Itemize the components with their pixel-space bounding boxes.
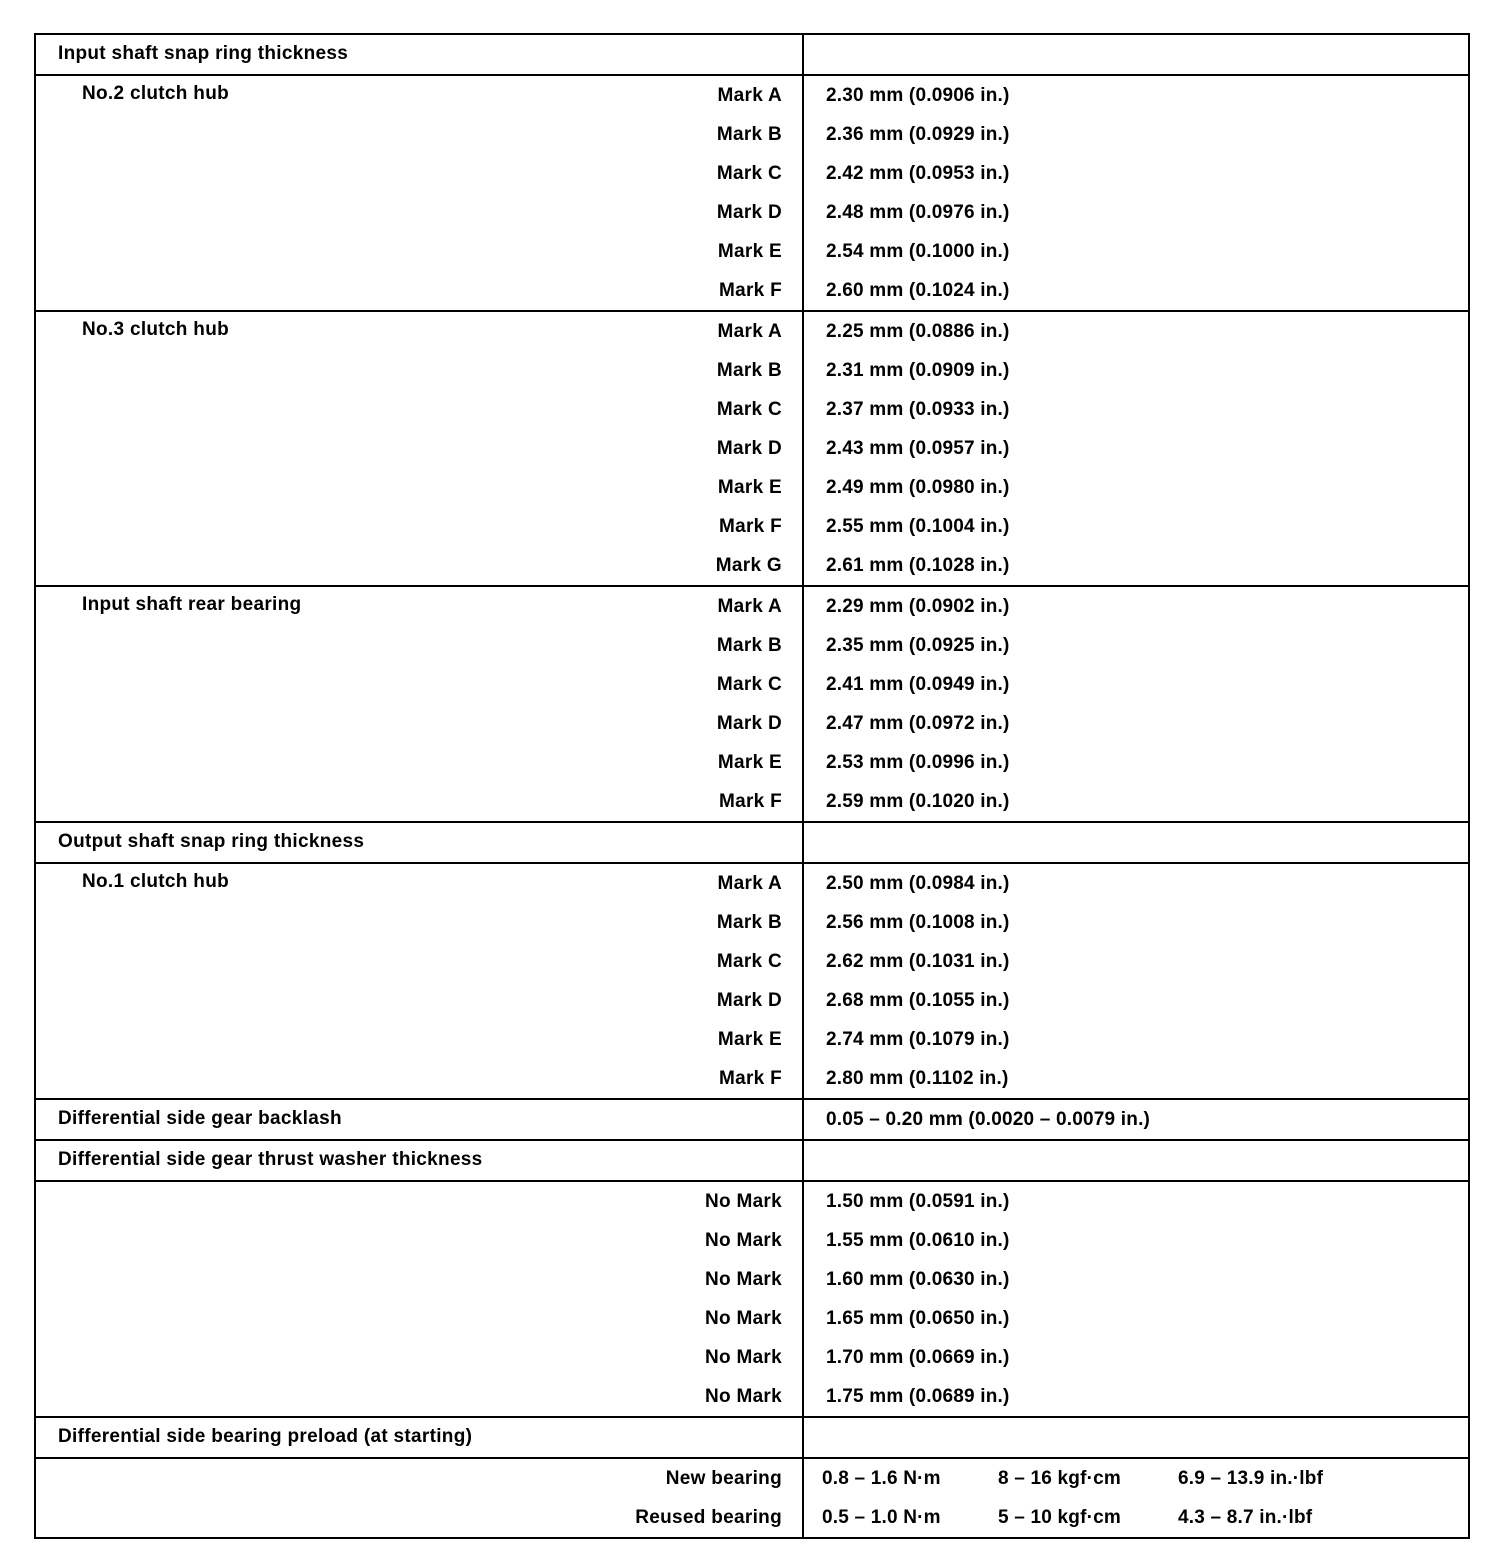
thickness-value: 1.55 mm (0.0610 in.): [826, 1230, 1010, 1251]
section-title: Input shaft snap ring thickness: [58, 43, 349, 64]
table-row: [36, 1059, 1468, 1098]
table-row: [36, 351, 1468, 390]
section-title: Differential side gear thrust washer thickness: [58, 1149, 483, 1170]
table-row: [36, 782, 1468, 821]
mark-label: Mark B: [716, 635, 782, 656]
backlash-value: 0.05 – 0.20 mm (0.0020 – 0.0079 in.): [826, 1109, 1151, 1130]
mark-label: Mark C: [716, 674, 782, 695]
thickness-value: 2.36 mm (0.0929 in.): [826, 124, 1010, 145]
thickness-value: 2.54 mm (0.1000 in.): [826, 241, 1010, 262]
thickness-value: 2.74 mm (0.1079 in.): [826, 1029, 1010, 1050]
table-row: [36, 76, 1468, 115]
thickness-value: 2.59 mm (0.1020 in.): [826, 791, 1010, 812]
table-row: [36, 271, 1468, 310]
mark-label: No Mark: [704, 1386, 782, 1407]
thickness-value: 2.48 mm (0.0976 in.): [826, 202, 1010, 223]
mark-label: Mark C: [716, 399, 782, 420]
thickness-value: 2.62 mm (0.1031 in.): [826, 951, 1010, 972]
table-row: [36, 115, 1468, 154]
thickness-value: 2.37 mm (0.0933 in.): [826, 399, 1010, 420]
mark-label: Mark G: [715, 555, 782, 576]
group-label: No.2 clutch hub: [82, 83, 229, 104]
thickness-value: 2.42 mm (0.0953 in.): [826, 163, 1010, 184]
mark-label: Mark E: [717, 1029, 782, 1050]
table-row: [36, 1377, 1468, 1416]
mark-label: Mark F: [718, 280, 782, 301]
mark-label: No Mark: [704, 1308, 782, 1329]
thickness-value: 2.53 mm (0.0996 in.): [826, 752, 1010, 773]
mark-label: Mark E: [717, 241, 782, 262]
mark-label: Mark C: [716, 163, 782, 184]
table-row: [36, 154, 1468, 193]
thickness-value: 2.41 mm (0.0949 in.): [826, 674, 1010, 695]
section-title: Differential side bearing preload (at starting): [58, 1426, 473, 1447]
section-title: Output shaft snap ring thickness: [58, 831, 365, 852]
bearing-type-label: New bearing: [665, 1468, 782, 1489]
thickness-value: 1.60 mm (0.0630 in.): [826, 1269, 1010, 1290]
preload-nm: 0.5 – 1.0 N·m: [822, 1507, 941, 1528]
mark-label: Mark F: [718, 791, 782, 812]
thickness-value: 2.25 mm (0.0886 in.): [826, 321, 1010, 342]
bearing-type-label: Reused bearing: [635, 1507, 782, 1528]
group-label: Input shaft rear bearing: [82, 594, 302, 615]
mark-label: Mark B: [716, 912, 782, 933]
table-row: [36, 1020, 1468, 1059]
input-shaft-snap-ring-header: [36, 35, 1468, 74]
mark-label: Mark A: [717, 873, 782, 894]
table-row: [36, 1459, 1468, 1498]
bearing-preload-group: [36, 1457, 1468, 1537]
table-row: [36, 665, 1468, 704]
output-shaft-snap-ring-header: [36, 821, 1468, 862]
thickness-value: 1.65 mm (0.0650 in.): [826, 1308, 1010, 1329]
table-row: [36, 468, 1468, 507]
table-row: [36, 864, 1468, 903]
thickness-value: 2.31 mm (0.0909 in.): [826, 360, 1010, 381]
mark-label: Mark F: [718, 516, 782, 537]
mark-label: Mark D: [716, 990, 782, 1011]
thickness-value: 2.61 mm (0.1028 in.): [826, 555, 1010, 576]
table-row: [36, 1221, 1468, 1260]
thickness-value: 1.75 mm (0.0689 in.): [826, 1386, 1010, 1407]
thrust-washer-group: [36, 1180, 1468, 1416]
mark-label: Mark E: [717, 477, 782, 498]
table-row: [36, 312, 1468, 351]
table-row: [36, 546, 1468, 585]
no3-clutch-hub-group: [36, 310, 1468, 585]
mark-label: Mark C: [716, 951, 782, 972]
preload-inlbf: 4.3 – 8.7 in.·lbf: [1178, 1507, 1313, 1528]
thickness-value: 2.56 mm (0.1008 in.): [826, 912, 1010, 933]
table-row: [36, 704, 1468, 743]
thickness-value: 2.50 mm (0.0984 in.): [826, 873, 1010, 894]
table-row: [36, 587, 1468, 626]
thrust-washer-header: [36, 1139, 1468, 1180]
thickness-value: 2.30 mm (0.0906 in.): [826, 85, 1010, 106]
table-row: [36, 390, 1468, 429]
thickness-value: 1.50 mm (0.0591 in.): [826, 1191, 1010, 1212]
thickness-value: 2.35 mm (0.0925 in.): [826, 635, 1010, 656]
table-row: [36, 429, 1468, 468]
thickness-value: 2.68 mm (0.1055 in.): [826, 990, 1010, 1011]
table-row: [36, 743, 1468, 782]
group-label: No.1 clutch hub: [82, 871, 229, 892]
table-row: [36, 903, 1468, 942]
no1-clutch-hub-group: [36, 862, 1468, 1098]
preload-nm: 0.8 – 1.6 N·m: [822, 1468, 941, 1489]
table-row: [36, 981, 1468, 1020]
no2-clutch-hub-group: [36, 74, 1468, 310]
mark-label: Mark F: [718, 1068, 782, 1089]
thickness-value: 2.47 mm (0.0972 in.): [826, 713, 1010, 734]
preload-kgf: 5 – 10 kgf·cm: [998, 1507, 1121, 1528]
thickness-value: 2.80 mm (0.1102 in.): [826, 1068, 1009, 1089]
side-gear-backlash-section: [36, 1098, 1468, 1139]
mark-label: Mark D: [716, 202, 782, 223]
thickness-value: 2.43 mm (0.0957 in.): [826, 438, 1010, 459]
mark-label: No Mark: [704, 1230, 782, 1251]
preload-inlbf: 6.9 – 13.9 in.·lbf: [1178, 1468, 1324, 1489]
thickness-value: 2.49 mm (0.0980 in.): [826, 477, 1010, 498]
mark-label: No Mark: [704, 1347, 782, 1368]
table-row: [36, 232, 1468, 271]
mark-label: No Mark: [704, 1269, 782, 1290]
table-row: [36, 626, 1468, 665]
bearing-preload-header: [36, 1416, 1468, 1457]
table-row: [36, 1498, 1468, 1537]
table-row: [36, 942, 1468, 981]
preload-kgf: 8 – 16 kgf·cm: [998, 1468, 1121, 1489]
thickness-value: 2.29 mm (0.0902 in.): [826, 596, 1010, 617]
mark-label: Mark B: [716, 360, 782, 381]
thickness-value: 1.70 mm (0.0669 in.): [826, 1347, 1010, 1368]
table-row: [36, 1338, 1468, 1377]
mark-label: Mark A: [717, 85, 782, 106]
mark-label: Mark A: [717, 596, 782, 617]
section-title: Differential side gear backlash: [58, 1108, 342, 1129]
mark-label: Mark D: [716, 713, 782, 734]
table-row: [36, 1260, 1468, 1299]
input-shaft-rear-bearing-group: [36, 585, 1468, 821]
table-row: [36, 1182, 1468, 1221]
table-row: [36, 193, 1468, 232]
mark-label: Mark A: [717, 321, 782, 342]
spec-table: [34, 33, 1470, 1539]
mark-label: Mark E: [717, 752, 782, 773]
table-row: [36, 507, 1468, 546]
mark-label: No Mark: [704, 1191, 782, 1212]
group-label: No.3 clutch hub: [82, 319, 229, 340]
thickness-value: 2.60 mm (0.1024 in.): [826, 280, 1010, 301]
mark-label: Mark B: [716, 124, 782, 145]
table-row: [36, 1299, 1468, 1338]
thickness-value: 2.55 mm (0.1004 in.): [826, 516, 1010, 537]
mark-label: Mark D: [716, 438, 782, 459]
